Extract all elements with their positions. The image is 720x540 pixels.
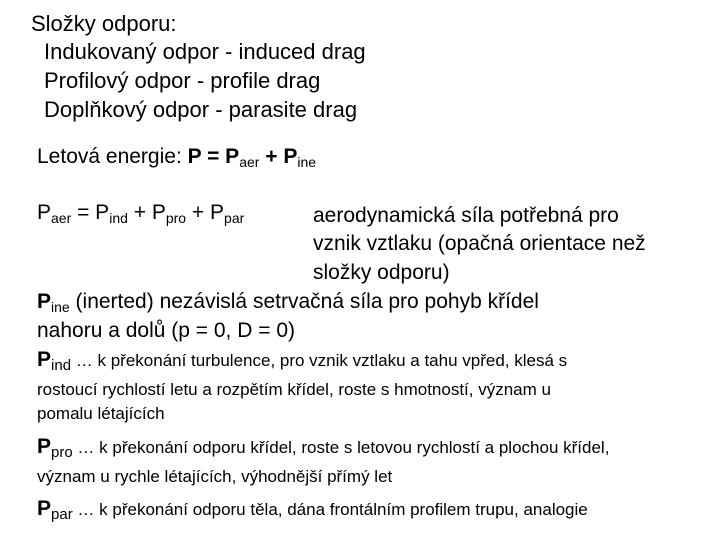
pind-text-1: … k překonání turbulence, pro vznik vztlaku a tahu vpřed, klesá s (71, 351, 568, 370)
ppro-sub: pro (51, 444, 73, 461)
ppar-line-1 (37, 497, 588, 523)
paer-sub-ind: ind (109, 210, 128, 226)
ppro-line-2: význam u rychle létajících, výhodnější přímý let (37, 467, 393, 486)
pind-line-3: pomalu létajících (37, 404, 165, 423)
paer-equation (37, 201, 245, 226)
paer-sub-par: par (224, 210, 245, 226)
ppro-p: P (37, 435, 52, 458)
pind-line-2: rostoucí rychlostí letu a rozpětím křídel, roste s hmotností, význam u (37, 380, 551, 399)
ppro-text-1: … k překonání odporu křídel, roste s letovou rychlostí a plochou křídel, (72, 438, 610, 457)
flight-energy-sub-aer: aer (239, 154, 260, 170)
paer-eq-par: + P (186, 201, 225, 224)
pind-p: P (37, 348, 52, 371)
paer-sub-aer: aer (51, 210, 72, 226)
paer-sub-pro: pro (165, 210, 187, 226)
component-item-parasite: Doplňkový odpor - parasite drag (44, 97, 358, 122)
pine-line-1 (37, 290, 539, 315)
paer-desc-line-1: aerodynamická síla potřebná pro (313, 204, 619, 227)
paer-p: P (37, 201, 52, 224)
pine-sub: ine (51, 299, 70, 315)
paer-desc-line-3: složky odporu) (313, 261, 450, 284)
component-item-profile: Profilový odpor - profile drag (44, 68, 321, 93)
flight-energy-plus: + P (259, 145, 298, 168)
ppar-sub: par (51, 506, 73, 523)
paer-eq-ind: = P (71, 201, 110, 224)
pind-sub: ind (51, 357, 72, 374)
flight-energy-sub-ine: ine (297, 154, 317, 170)
pine-text-1: (inerted) nezávislá setrvačná síla pro pohyb křídel (69, 290, 539, 313)
ppar-p: P (37, 497, 52, 520)
pine-p: P (37, 290, 52, 313)
pind-line-1 (37, 348, 568, 374)
paer-desc-line-2: vznik vztlaku (opačná orientace než (313, 232, 646, 255)
ppro-line-1 (37, 435, 610, 461)
component-item-induced: Indukovaný odpor - induced drag (44, 39, 366, 64)
paer-eq-pro: + P (127, 201, 166, 224)
flight-energy-label: Letová energie: (37, 145, 188, 168)
ppar-text-1: … k překonání odporu těla, dána frontálním profilem trupu, analogie (72, 500, 588, 519)
pine-line-2: nahoru a dolů (p = 0, D = 0) (37, 319, 295, 342)
flight-energy-eq: P = P (187, 145, 240, 168)
components-title: Složky odporu: (31, 11, 177, 36)
flight-energy-line (37, 145, 317, 170)
